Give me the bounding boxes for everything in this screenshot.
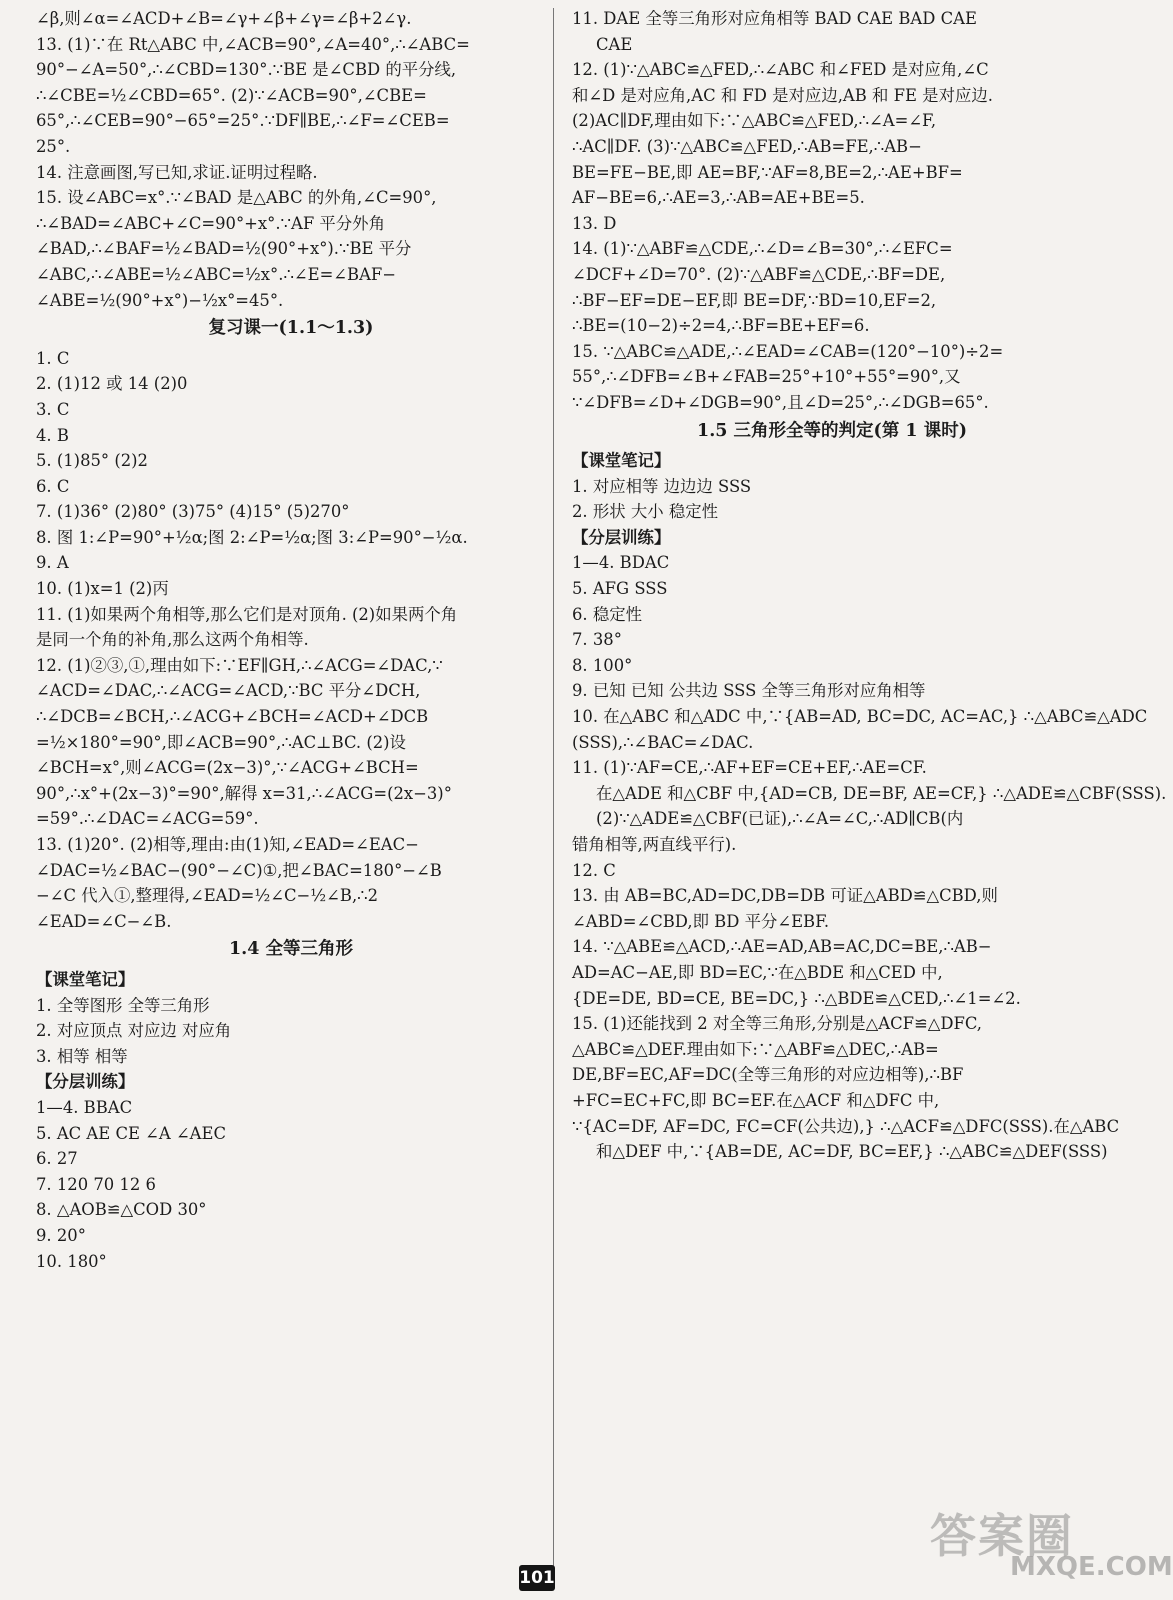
- answer-line: 7. 38°: [572, 630, 622, 650]
- answer-line: (SSS),∴∠BAC=∠DAC.: [572, 732, 754, 752]
- answer-line: 10. 180°: [36, 1251, 107, 1271]
- answer-line: 55°,∴∠DFB=∠B+∠FAB=25°+10°+55°=90°,又: [572, 367, 961, 387]
- answer-line: 1. C: [36, 348, 70, 368]
- watermark-url: MXQE.COM: [1010, 1552, 1173, 1582]
- answer-line: 10. (1)x=1 (2)丙: [36, 579, 169, 599]
- answer-line: 5. AFG SSS: [572, 579, 668, 599]
- section-heading: 1.5 三角形全等的判定(第 1 课时): [697, 420, 967, 441]
- answer-line: 90°,∴x°+(2x−3)°=90°,解得 x=31,∴∠ACG=(2x−3)°: [36, 783, 452, 803]
- answer-line: 9. 已知 已知 公共边 SSS 全等三角形对应角相等: [572, 681, 926, 701]
- right-column: [572, 6, 1167, 1165]
- answer-line: 2. 形状 大小 稳定性: [572, 502, 719, 522]
- answer-line: △ABC≌△DEF.理由如下:∵△ABF≌△DEC,∴AB=: [572, 1039, 939, 1059]
- answer-line: 11. (1)∵AF=CE,∴AF+EF=CE+EF,∴AE=CF.: [572, 758, 927, 778]
- answer-line: ∠ABE=½(90°+x°)−½x°=45°.: [36, 290, 284, 310]
- answer-line: 1—4. BBAC: [36, 1097, 133, 1117]
- answer-line: 15. (1)还能找到 2 对全等三角形,分别是△ACF≌△DFC,: [572, 1014, 983, 1034]
- answer-line: 2. (1)12 或 14 (2)0: [36, 374, 188, 394]
- answer-line: 90°−∠A=50°,∴∠CBD=130°.∵BE 是∠CBD 的平分线,: [36, 60, 457, 80]
- section-heading: 复习课一(1.1～1.3): [208, 318, 374, 339]
- answer-line: ∴∠DCB=∠BCH,∴∠ACG+∠BCH=∠ACD+∠DCB: [36, 707, 429, 727]
- answer-line: BE=FE−BE,即 AE=BF,∵AF=8,BE=2,∴AE+BF=: [572, 162, 963, 182]
- answer-line: 12. (1)∵△ABC≌△FED,∴∠ABC 和∠FED 是对应角,∠C: [572, 60, 989, 80]
- answer-line: (2)∵△ADE≌△CBF(已证),∴∠A=∠C,∴AD∥CB(内: [596, 809, 964, 829]
- answer-line: ∴BF−EF=DE−EF,即 BE=DF,∵BD=10,EF=2,: [572, 290, 937, 310]
- answer-line: DE,BF=EC,AF=DC(全等三角形的对应边相等),∴BF: [572, 1065, 964, 1085]
- answer-line: ∠ABD=∠CBD,即 BD 平分∠EBF.: [572, 911, 830, 931]
- answer-line: ∴∠BAD=∠ABC+∠C=90°+x°.∵AF 平分外角: [36, 213, 385, 233]
- answer-line: 15. ∵△ABC≌△ADE,∴∠EAD=∠CAB=(120°−10°)÷2=: [572, 341, 1004, 361]
- answer-line: ∠ACD=∠DAC,∴∠ACG=∠ACD,∵BC 平分∠DCH,: [36, 681, 421, 701]
- answer-line: 14. (1)∵△ABF≌△CDE,∴∠D=∠B=30°,∴∠EFC=: [572, 239, 953, 259]
- answer-line: 在△ADE 和△CBF 中,{AD=CB, DE=BF, AE=CF,} ∴△ADE≌△CBF(SSS).: [596, 783, 1167, 803]
- subsection-heading: 【课堂笔记】: [572, 451, 671, 471]
- answer-line: 2. 对应顶点 对应边 对应角: [36, 1021, 232, 1041]
- answer-line: ∠BCH=x°,则∠ACG=(2x−3)°,∵∠ACG+∠BCH=: [36, 758, 419, 778]
- answer-line: 15. 设∠ABC=x°.∵∠BAD 是△ABC 的外角,∠C=90°,: [36, 188, 437, 208]
- answer-line: 和∠D 是对应角,AC 和 FD 是对应边,AB 和 FE 是对应边.: [572, 85, 993, 105]
- answer-line: ∵{AC=DF, AF=DC, FC=CF(公共边),} ∴△ACF≌△DFC(SSS).在△ABC: [572, 1116, 1120, 1136]
- answer-line: 8. 图 1:∠P=90°+½α;图 2:∠P=½α;图 3:∠P=90°−½α.: [36, 527, 468, 547]
- answer-line: ∠DAC=½∠BAC−(90°−∠C)①,把∠BAC=180°−∠B: [36, 860, 442, 880]
- answer-line: ∠BAD,∴∠BAF=½∠BAD=½(90°+x°).∵BE 平分: [36, 239, 412, 259]
- answer-line: 1—4. BDAC: [572, 553, 670, 573]
- answer-line: 14. 注意画图,写已知,求证.证明过程略.: [36, 162, 318, 182]
- answer-line: 4. B: [36, 425, 69, 445]
- answer-line: 11. DAE 全等三角形对应角相等 BAD CAE BAD CAE: [572, 9, 977, 28]
- column-divider: [553, 8, 554, 1578]
- answer-line: ∴AC∥DF. (3)∵△ABC≌△FED,∴AB=FE,∴AB−: [572, 136, 922, 156]
- answer-line: 1. 全等图形 全等三角形: [36, 995, 210, 1015]
- answer-line: ∠EAD=∠C−∠B.: [36, 911, 172, 931]
- answer-line: 7. (1)36° (2)80° (3)75° (4)15° (5)270°: [36, 502, 350, 522]
- answer-line: ∠ABC,∴∠ABE=½∠ABC=½x°.∴∠E=∠BAF−: [36, 264, 397, 284]
- answer-line: 和△DEF 中,∵{AB=DE, AC=DF, BC=EF,} ∴△ABC≌△DEF(SSS): [596, 1142, 1108, 1162]
- answer-line: 6. C: [36, 476, 70, 496]
- answer-line: AF−BE=6,∴AE=3,∴AB=AE+BE=5.: [572, 188, 865, 208]
- answer-line: ∠β,则∠α=∠ACD+∠B=∠γ+∠β+∠γ=∠β+2∠γ.: [36, 9, 412, 28]
- answer-line: −∠C 代入①,整理得,∠EAD=½∠C−½∠B,∴2: [36, 886, 379, 906]
- answer-line: CAE: [596, 34, 633, 54]
- answer-line: 14. ∵△ABE≌△ACD,∴AE=AD,AB=AC,DC=BE,∴AB−: [572, 937, 992, 957]
- answer-line: 25°.: [36, 136, 71, 156]
- watermark-logo: 答案圈: [930, 1509, 1074, 1563]
- answer-line: 9. A: [36, 553, 69, 573]
- answer-line: ∴∠CBE=½∠CBD=65°. (2)∵∠ACB=90°,∠CBE=: [36, 85, 427, 105]
- answer-line: 3. 相等 相等: [36, 1046, 128, 1066]
- answer-line: =½×180°=90°,即∠ACB=90°,∴AC⊥BC. (2)设: [36, 732, 406, 752]
- answer-line: 11. (1)如果两个角相等,那么它们是对顶角. (2)如果两个角: [36, 604, 458, 624]
- answer-line: 8. 100°: [572, 655, 633, 675]
- answer-line: 13. (1)∵在 Rt△ABC 中,∠ACB=90°,∠A=40°,∴∠ABC=: [36, 34, 470, 54]
- answer-line: 12. C: [572, 860, 616, 880]
- answer-line: 9. 20°: [36, 1225, 86, 1245]
- answer-line: 13. (1)20°. (2)相等,理由:由(1)知,∠EAD=∠EAC−: [36, 835, 419, 854]
- subsection-heading: 【分层训练】: [572, 527, 671, 547]
- section-heading: 1.4 全等三角形: [228, 939, 354, 960]
- answer-line: 3. C: [36, 399, 70, 419]
- page-number: 101: [519, 1565, 555, 1591]
- answer-line: 8. △AOB≌△COD 30°: [36, 1200, 207, 1220]
- answer-line: 6. 27: [36, 1149, 78, 1169]
- subsection-heading: 【分层训练】: [36, 1072, 135, 1092]
- answer-line: 5. (1)85° (2)2: [36, 451, 148, 471]
- answer-line: 是同一个角的补角,那么这两个角相等.: [36, 630, 309, 650]
- answer-line: 7. 120 70 12 6: [36, 1174, 156, 1194]
- answer-line: ∴BE=(10−2)÷2=4,∴BF=BE+EF=6.: [572, 316, 870, 336]
- answer-line: 13. 由 AB=BC,AD=DC,DB=DB 可证△ABD≌△CBD,则: [572, 886, 998, 906]
- answer-line: AD=AC−AE,即 BD=EC,∵在△BDE 和△CED 中,: [572, 962, 943, 982]
- answer-line: 5. AC AE CE ∠A ∠AEC: [36, 1123, 227, 1143]
- left-column: [36, 6, 546, 1274]
- answer-line: ∵∠DFB=∠D+∠DGB=90°,且∠D=25°,∴∠DGB=65°.: [572, 392, 989, 412]
- answer-line: +FC=EC+FC,即 BC=EF.在△ACF 和△DFC 中,: [572, 1090, 940, 1110]
- answer-line: ∠DCF+∠D=70°. (2)∵△ABF≌△CDE,∴BF=DE,: [572, 264, 946, 284]
- answer-line: 65°,∴∠CEB=90°−65°=25°.∵DF∥BE,∴∠F=∠CEB=: [36, 111, 450, 131]
- subsection-heading: 【课堂笔记】: [36, 969, 135, 989]
- answer-line: {DE=DE, BD=CE, BE=DC,} ∴△BDE≌△CED,∴∠1=∠2.: [572, 988, 1021, 1008]
- answer-line: =59°.∴∠DAC=∠ACG=59°.: [36, 809, 259, 829]
- answer-line: 6. 稳定性: [572, 604, 643, 624]
- answer-line: 12. (1)②③,①,理由如下:∵EF∥GH,∴∠ACG=∠DAC,∵: [36, 655, 443, 675]
- answer-line: 1. 对应相等 边边边 SSS: [572, 476, 752, 496]
- answer-line: (2)AC∥DF,理由如下:∵△ABC≌△FED,∴∠A=∠F,: [572, 111, 937, 131]
- answer-line: 错角相等,两直线平行).: [572, 835, 737, 854]
- answer-line: 13. D: [572, 213, 617, 233]
- answer-line: 10. 在△ABC 和△ADC 中,∵{AB=AD, BC=DC, AC=AC,} ∴△ABC≌△ADC: [572, 707, 1148, 727]
